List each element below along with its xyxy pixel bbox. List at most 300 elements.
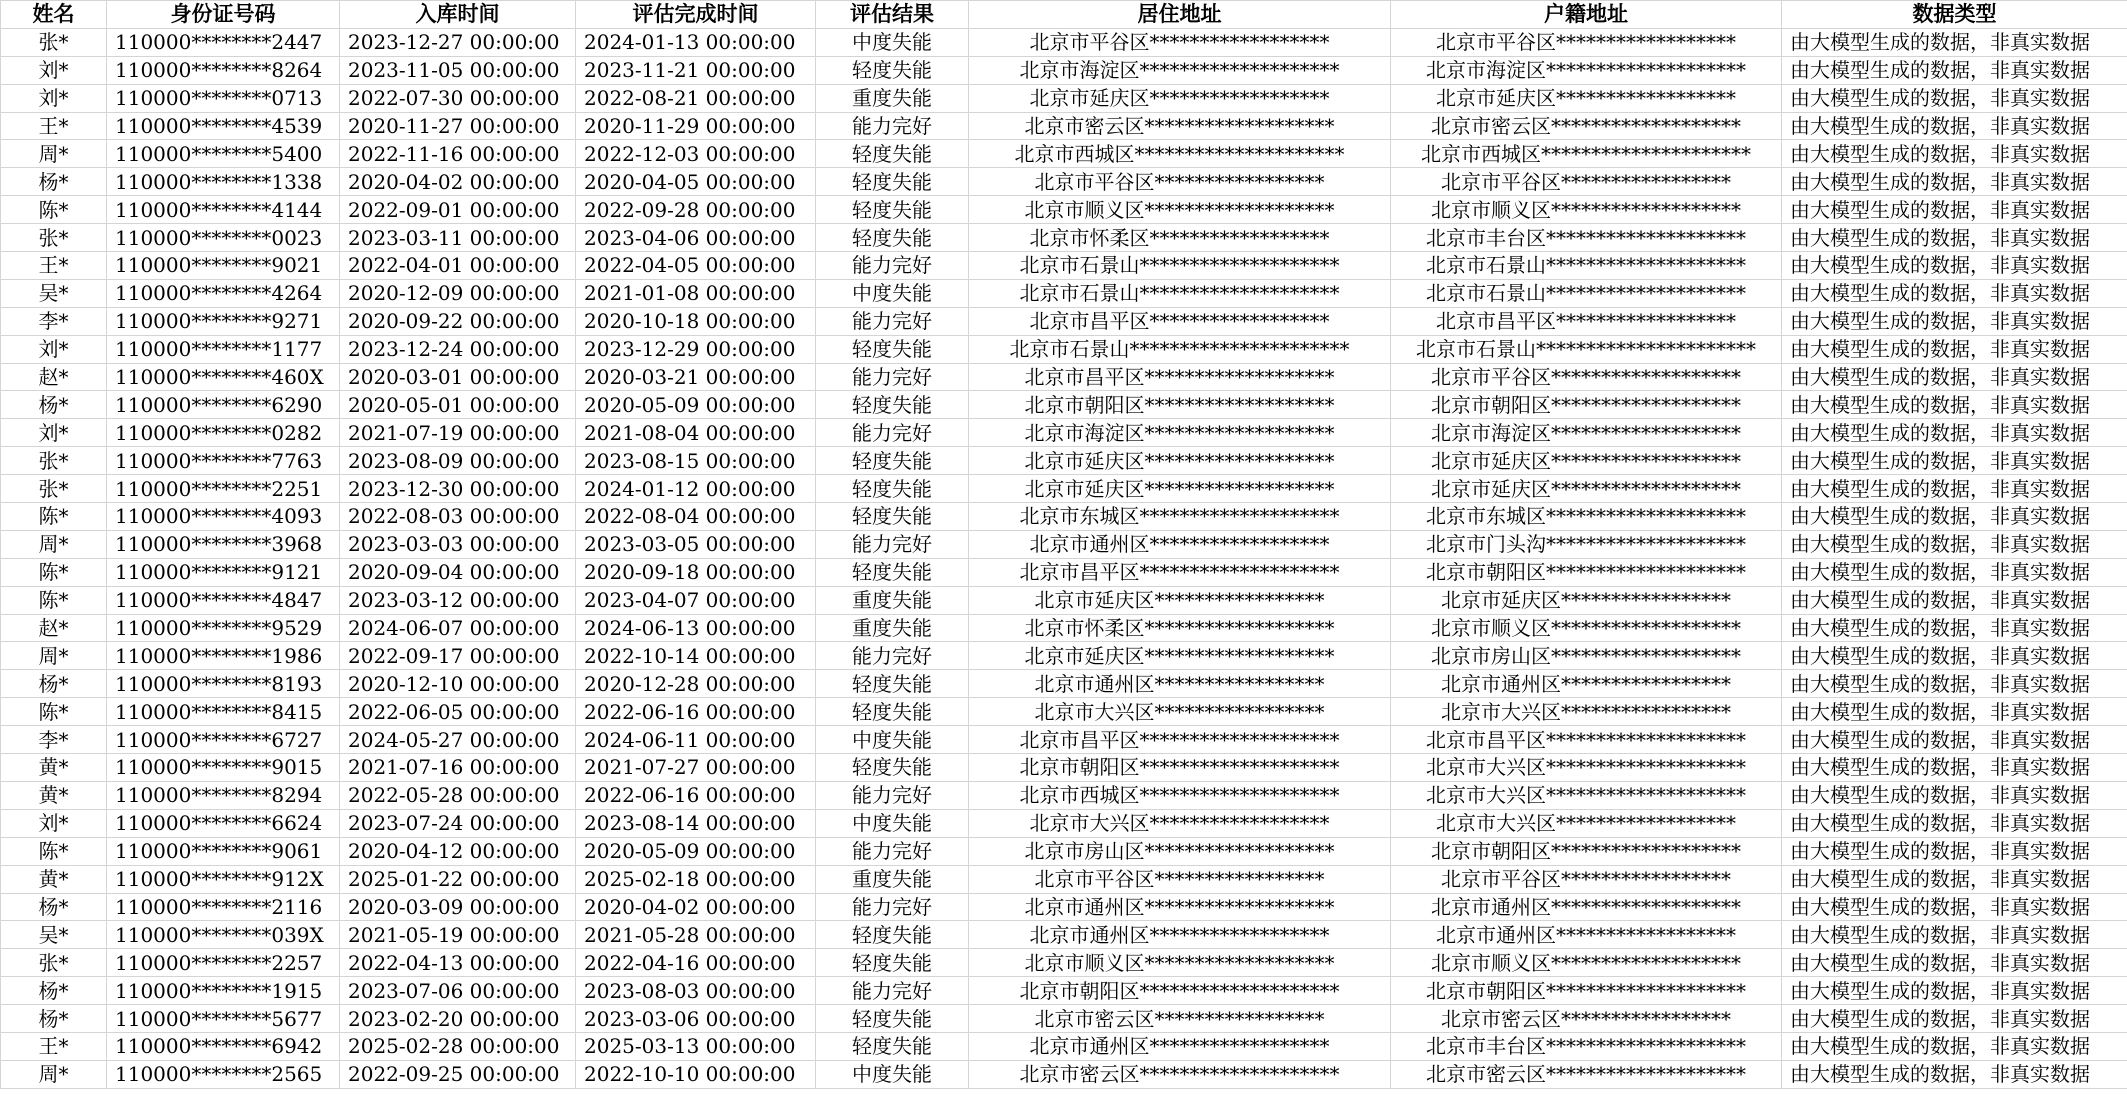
id-number-cell[interactable]: 110000********1177	[107, 335, 340, 363]
entry-time-cell[interactable]: 2021-05-19 00:00:00	[340, 921, 576, 949]
data-type-cell[interactable]: 由大模型生成的数据，非真实数据	[1782, 893, 2127, 921]
assessment-result-cell[interactable]: 轻度失能	[816, 949, 969, 977]
data-type-cell[interactable]: 由大模型生成的数据，非真实数据	[1782, 921, 2127, 949]
name-cell[interactable]: 陈*	[1, 586, 107, 614]
name-cell[interactable]: 刘*	[1, 809, 107, 837]
entry-time-cell[interactable]: 2022-07-30 00:00:00	[340, 84, 576, 112]
data-type-cell[interactable]: 由大模型生成的数据，非真实数据	[1782, 307, 2127, 335]
residence-address-cell[interactable]: 北京市昌平区******************	[969, 307, 1391, 335]
household-address-cell[interactable]: 北京市延庆区******************	[1391, 84, 1782, 112]
data-type-cell[interactable]: 由大模型生成的数据，非真实数据	[1782, 754, 2127, 782]
assessment-result-cell[interactable]: 轻度失能	[816, 754, 969, 782]
name-cell[interactable]: 周*	[1, 1060, 107, 1088]
name-cell[interactable]: 王*	[1, 112, 107, 140]
residence-address-cell[interactable]: 北京市延庆区*******************	[969, 642, 1391, 670]
household-address-cell[interactable]: 北京市大兴区********************	[1391, 754, 1782, 782]
residence-address-cell[interactable]: 北京市朝阳区********************	[969, 977, 1391, 1005]
entry-time-cell[interactable]: 2020-03-09 00:00:00	[340, 893, 576, 921]
entry-time-cell[interactable]: 2022-09-01 00:00:00	[340, 196, 576, 224]
name-cell[interactable]: 张*	[1, 28, 107, 56]
assessment-result-cell[interactable]: 重度失能	[816, 614, 969, 642]
residence-address-cell[interactable]: 北京市密云区*****************	[969, 1005, 1391, 1033]
data-type-cell[interactable]: 由大模型生成的数据，非真实数据	[1782, 642, 2127, 670]
id-number-cell[interactable]: 110000********1338	[107, 168, 340, 196]
id-number-cell[interactable]: 110000********5400	[107, 140, 340, 168]
assessment-result-cell[interactable]: 轻度失能	[816, 56, 969, 84]
data-type-cell[interactable]: 由大模型生成的数据，非真实数据	[1782, 196, 2127, 224]
data-type-cell[interactable]: 由大模型生成的数据，非真实数据	[1782, 1005, 2127, 1033]
data-type-cell[interactable]: 由大模型生成的数据，非真实数据	[1782, 1060, 2127, 1088]
entry-time-cell[interactable]: 2025-02-28 00:00:00	[340, 1032, 576, 1060]
residence-address-cell[interactable]: 北京市延庆区*******************	[969, 475, 1391, 503]
header-name[interactable]: 姓名	[1, 1, 107, 29]
residence-address-cell[interactable]: 北京市海淀区*******************	[969, 419, 1391, 447]
name-cell[interactable]: 杨*	[1, 893, 107, 921]
id-number-cell[interactable]: 110000********6290	[107, 391, 340, 419]
assessment-result-cell[interactable]: 能力完好	[816, 893, 969, 921]
data-type-cell[interactable]: 由大模型生成的数据，非真实数据	[1782, 586, 2127, 614]
entry-time-cell[interactable]: 2022-09-17 00:00:00	[340, 642, 576, 670]
assessment-time-cell[interactable]: 2020-05-09 00:00:00	[576, 391, 816, 419]
household-address-cell[interactable]: 北京市丰台区********************	[1391, 224, 1782, 252]
assessment-time-cell[interactable]: 2023-03-05 00:00:00	[576, 530, 816, 558]
household-address-cell[interactable]: 北京市顺义区*******************	[1391, 949, 1782, 977]
assessment-result-cell[interactable]: 轻度失能	[816, 921, 969, 949]
data-type-cell[interactable]: 由大模型生成的数据，非真实数据	[1782, 809, 2127, 837]
assessment-time-cell[interactable]: 2024-06-13 00:00:00	[576, 614, 816, 642]
id-number-cell[interactable]: 110000********1986	[107, 642, 340, 670]
assessment-result-cell[interactable]: 中度失能	[816, 279, 969, 307]
id-number-cell[interactable]: 110000********8193	[107, 670, 340, 698]
name-cell[interactable]: 杨*	[1, 391, 107, 419]
residence-address-cell[interactable]: 北京市房山区*******************	[969, 837, 1391, 865]
household-address-cell[interactable]: 北京市朝阳区********************	[1391, 558, 1782, 586]
name-cell[interactable]: 杨*	[1, 168, 107, 196]
assessment-result-cell[interactable]: 轻度失能	[816, 140, 969, 168]
name-cell[interactable]: 张*	[1, 949, 107, 977]
household-address-cell[interactable]: 北京市密云区*****************	[1391, 1005, 1782, 1033]
data-type-cell[interactable]: 由大模型生成的数据，非真实数据	[1782, 726, 2127, 754]
id-number-cell[interactable]: 110000********7763	[107, 447, 340, 475]
entry-time-cell[interactable]: 2022-04-01 00:00:00	[340, 252, 576, 280]
residence-address-cell[interactable]: 北京市密云区*******************	[969, 112, 1391, 140]
residence-address-cell[interactable]: 北京市石景山********************	[969, 252, 1391, 280]
data-type-cell[interactable]: 由大模型生成的数据，非真实数据	[1782, 781, 2127, 809]
household-address-cell[interactable]: 北京市平谷区*****************	[1391, 865, 1782, 893]
residence-address-cell[interactable]: 北京市石景山**********************	[969, 335, 1391, 363]
assessment-result-cell[interactable]: 能力完好	[816, 642, 969, 670]
assessment-time-cell[interactable]: 2020-10-18 00:00:00	[576, 307, 816, 335]
entry-time-cell[interactable]: 2020-04-02 00:00:00	[340, 168, 576, 196]
name-cell[interactable]: 陈*	[1, 698, 107, 726]
household-address-cell[interactable]: 北京市石景山**********************	[1391, 335, 1782, 363]
assessment-time-cell[interactable]: 2022-04-16 00:00:00	[576, 949, 816, 977]
assessment-result-cell[interactable]: 轻度失能	[816, 558, 969, 586]
name-cell[interactable]: 刘*	[1, 335, 107, 363]
name-cell[interactable]: 刘*	[1, 419, 107, 447]
data-type-cell[interactable]: 由大模型生成的数据，非真实数据	[1782, 279, 2127, 307]
assessment-time-cell[interactable]: 2022-09-28 00:00:00	[576, 196, 816, 224]
id-number-cell[interactable]: 110000********9021	[107, 252, 340, 280]
assessment-time-cell[interactable]: 2022-04-05 00:00:00	[576, 252, 816, 280]
name-cell[interactable]: 张*	[1, 475, 107, 503]
name-cell[interactable]: 陈*	[1, 503, 107, 531]
household-address-cell[interactable]: 北京市朝阳区*******************	[1391, 391, 1782, 419]
id-number-cell[interactable]: 110000********6727	[107, 726, 340, 754]
id-number-cell[interactable]: 110000********4093	[107, 503, 340, 531]
household-address-cell[interactable]: 北京市朝阳区********************	[1391, 977, 1782, 1005]
assessment-result-cell[interactable]: 中度失能	[816, 28, 969, 56]
household-address-cell[interactable]: 北京市大兴区******************	[1391, 809, 1782, 837]
residence-address-cell[interactable]: 北京市大兴区*****************	[969, 698, 1391, 726]
residence-address-cell[interactable]: 北京市朝阳区********************	[969, 754, 1391, 782]
assessment-result-cell[interactable]: 能力完好	[816, 977, 969, 1005]
header-residence-address[interactable]: 居住地址	[969, 1, 1391, 29]
assessment-time-cell[interactable]: 2022-12-03 00:00:00	[576, 140, 816, 168]
household-address-cell[interactable]: 北京市通州区*******************	[1391, 893, 1782, 921]
entry-time-cell[interactable]: 2023-08-09 00:00:00	[340, 447, 576, 475]
entry-time-cell[interactable]: 2023-11-05 00:00:00	[340, 56, 576, 84]
assessment-time-cell[interactable]: 2022-10-10 00:00:00	[576, 1060, 816, 1088]
name-cell[interactable]: 杨*	[1, 977, 107, 1005]
data-type-cell[interactable]: 由大模型生成的数据，非真实数据	[1782, 447, 2127, 475]
header-assessment-time[interactable]: 评估完成时间	[576, 1, 816, 29]
assessment-time-cell[interactable]: 2020-04-02 00:00:00	[576, 893, 816, 921]
data-type-cell[interactable]: 由大模型生成的数据，非真实数据	[1782, 391, 2127, 419]
residence-address-cell[interactable]: 北京市通州区******************	[969, 1032, 1391, 1060]
residence-address-cell[interactable]: 北京市昌平区********************	[969, 726, 1391, 754]
entry-time-cell[interactable]: 2022-04-13 00:00:00	[340, 949, 576, 977]
data-type-cell[interactable]: 由大模型生成的数据，非真实数据	[1782, 252, 2127, 280]
entry-time-cell[interactable]: 2022-09-25 00:00:00	[340, 1060, 576, 1088]
residence-address-cell[interactable]: 北京市朝阳区*******************	[969, 391, 1391, 419]
name-cell[interactable]: 刘*	[1, 84, 107, 112]
name-cell[interactable]: 周*	[1, 530, 107, 558]
data-type-cell[interactable]: 由大模型生成的数据，非真实数据	[1782, 224, 2127, 252]
residence-address-cell[interactable]: 北京市密云区********************	[969, 1060, 1391, 1088]
residence-address-cell[interactable]: 北京市通州区*****************	[969, 670, 1391, 698]
household-address-cell[interactable]: 北京市门头沟********************	[1391, 530, 1782, 558]
assessment-time-cell[interactable]: 2023-04-06 00:00:00	[576, 224, 816, 252]
id-number-cell[interactable]: 110000********2251	[107, 475, 340, 503]
id-number-cell[interactable]: 110000********9015	[107, 754, 340, 782]
entry-time-cell[interactable]: 2023-07-24 00:00:00	[340, 809, 576, 837]
id-number-cell[interactable]: 110000********6942	[107, 1032, 340, 1060]
assessment-time-cell[interactable]: 2022-06-16 00:00:00	[576, 781, 816, 809]
data-type-cell[interactable]: 由大模型生成的数据，非真实数据	[1782, 865, 2127, 893]
entry-time-cell[interactable]: 2021-07-16 00:00:00	[340, 754, 576, 782]
assessment-result-cell[interactable]: 能力完好	[816, 781, 969, 809]
household-address-cell[interactable]: 北京市延庆区*******************	[1391, 447, 1782, 475]
id-number-cell[interactable]: 110000********0023	[107, 224, 340, 252]
entry-time-cell[interactable]: 2020-12-09 00:00:00	[340, 279, 576, 307]
assessment-result-cell[interactable]: 中度失能	[816, 809, 969, 837]
name-cell[interactable]: 李*	[1, 307, 107, 335]
data-type-cell[interactable]: 由大模型生成的数据，非真实数据	[1782, 503, 2127, 531]
entry-time-cell[interactable]: 2024-06-07 00:00:00	[340, 614, 576, 642]
id-number-cell[interactable]: 110000********1915	[107, 977, 340, 1005]
data-type-cell[interactable]: 由大模型生成的数据，非真实数据	[1782, 168, 2127, 196]
assessment-time-cell[interactable]: 2023-08-03 00:00:00	[576, 977, 816, 1005]
id-number-cell[interactable]: 110000********8415	[107, 698, 340, 726]
household-address-cell[interactable]: 北京市顺义区*******************	[1391, 614, 1782, 642]
id-number-cell[interactable]: 110000********039X	[107, 921, 340, 949]
data-type-cell[interactable]: 由大模型生成的数据，非真实数据	[1782, 1032, 2127, 1060]
assessment-time-cell[interactable]: 2022-06-16 00:00:00	[576, 698, 816, 726]
name-cell[interactable]: 黄*	[1, 781, 107, 809]
residence-address-cell[interactable]: 北京市石景山********************	[969, 279, 1391, 307]
household-address-cell[interactable]: 北京市通州区******************	[1391, 921, 1782, 949]
residence-address-cell[interactable]: 北京市延庆区*****************	[969, 586, 1391, 614]
household-address-cell[interactable]: 北京市石景山********************	[1391, 279, 1782, 307]
residence-address-cell[interactable]: 北京市大兴区******************	[969, 809, 1391, 837]
name-cell[interactable]: 杨*	[1, 670, 107, 698]
residence-address-cell[interactable]: 北京市西城区*********************	[969, 140, 1391, 168]
name-cell[interactable]: 吴*	[1, 279, 107, 307]
name-cell[interactable]: 杨*	[1, 1005, 107, 1033]
household-address-cell[interactable]: 北京市房山区*******************	[1391, 642, 1782, 670]
data-type-cell[interactable]: 由大模型生成的数据，非真实数据	[1782, 28, 2127, 56]
residence-address-cell[interactable]: 北京市通州区*******************	[969, 893, 1391, 921]
name-cell[interactable]: 陈*	[1, 558, 107, 586]
id-number-cell[interactable]: 110000********4144	[107, 196, 340, 224]
household-address-cell[interactable]: 北京市海淀区********************	[1391, 56, 1782, 84]
residence-address-cell[interactable]: 北京市西城区********************	[969, 781, 1391, 809]
name-cell[interactable]: 黄*	[1, 865, 107, 893]
id-number-cell[interactable]: 110000********4539	[107, 112, 340, 140]
id-number-cell[interactable]: 110000********3968	[107, 530, 340, 558]
assessment-time-cell[interactable]: 2023-11-21 00:00:00	[576, 56, 816, 84]
id-number-cell[interactable]: 110000********0713	[107, 84, 340, 112]
assessment-result-cell[interactable]: 轻度失能	[816, 670, 969, 698]
assessment-time-cell[interactable]: 2024-01-13 00:00:00	[576, 28, 816, 56]
entry-time-cell[interactable]: 2022-11-16 00:00:00	[340, 140, 576, 168]
entry-time-cell[interactable]: 2023-12-27 00:00:00	[340, 28, 576, 56]
assessment-time-cell[interactable]: 2025-03-13 00:00:00	[576, 1032, 816, 1060]
id-number-cell[interactable]: 110000********460X	[107, 363, 340, 391]
data-type-cell[interactable]: 由大模型生成的数据，非真实数据	[1782, 614, 2127, 642]
entry-time-cell[interactable]: 2023-03-03 00:00:00	[340, 530, 576, 558]
name-cell[interactable]: 刘*	[1, 56, 107, 84]
name-cell[interactable]: 赵*	[1, 363, 107, 391]
entry-time-cell[interactable]: 2020-09-04 00:00:00	[340, 558, 576, 586]
household-address-cell[interactable]: 北京市平谷区*****************	[1391, 168, 1782, 196]
entry-time-cell[interactable]: 2023-12-30 00:00:00	[340, 475, 576, 503]
entry-time-cell[interactable]: 2020-11-27 00:00:00	[340, 112, 576, 140]
entry-time-cell[interactable]: 2023-03-12 00:00:00	[340, 586, 576, 614]
id-number-cell[interactable]: 110000********2257	[107, 949, 340, 977]
entry-time-cell[interactable]: 2022-06-05 00:00:00	[340, 698, 576, 726]
household-address-cell[interactable]: 北京市密云区********************	[1391, 1060, 1782, 1088]
assessment-time-cell[interactable]: 2020-05-09 00:00:00	[576, 837, 816, 865]
assessment-time-cell[interactable]: 2022-08-04 00:00:00	[576, 503, 816, 531]
header-assessment-result[interactable]: 评估结果	[816, 1, 969, 29]
household-address-cell[interactable]: 北京市通州区*****************	[1391, 670, 1782, 698]
id-number-cell[interactable]: 110000********8294	[107, 781, 340, 809]
household-address-cell[interactable]: 北京市密云区*******************	[1391, 112, 1782, 140]
data-type-cell[interactable]: 由大模型生成的数据，非真实数据	[1782, 363, 2127, 391]
assessment-result-cell[interactable]: 能力完好	[816, 530, 969, 558]
name-cell[interactable]: 周*	[1, 642, 107, 670]
assessment-time-cell[interactable]: 2023-08-15 00:00:00	[576, 447, 816, 475]
data-type-cell[interactable]: 由大模型生成的数据，非真实数据	[1782, 84, 2127, 112]
header-id-number[interactable]: 身份证号码	[107, 1, 340, 29]
name-cell[interactable]: 周*	[1, 140, 107, 168]
assessment-result-cell[interactable]: 轻度失能	[816, 475, 969, 503]
residence-address-cell[interactable]: 北京市顺义区*******************	[969, 196, 1391, 224]
household-address-cell[interactable]: 北京市东城区********************	[1391, 503, 1782, 531]
household-address-cell[interactable]: 北京市大兴区*****************	[1391, 698, 1782, 726]
data-type-cell[interactable]: 由大模型生成的数据，非真实数据	[1782, 558, 2127, 586]
residence-address-cell[interactable]: 北京市昌平区********************	[969, 558, 1391, 586]
name-cell[interactable]: 王*	[1, 1032, 107, 1060]
header-household-address[interactable]: 户籍地址	[1391, 1, 1782, 29]
assessment-result-cell[interactable]: 能力完好	[816, 307, 969, 335]
assessment-result-cell[interactable]: 轻度失能	[816, 391, 969, 419]
entry-time-cell[interactable]: 2023-12-24 00:00:00	[340, 335, 576, 363]
residence-address-cell[interactable]: 北京市怀柔区*******************	[969, 614, 1391, 642]
id-number-cell[interactable]: 110000********4847	[107, 586, 340, 614]
id-number-cell[interactable]: 110000********8264	[107, 56, 340, 84]
header-data-type[interactable]: 数据类型	[1782, 1, 2127, 29]
assessment-time-cell[interactable]: 2021-05-28 00:00:00	[576, 921, 816, 949]
residence-address-cell[interactable]: 北京市通州区******************	[969, 921, 1391, 949]
assessment-time-cell[interactable]: 2022-10-14 00:00:00	[576, 642, 816, 670]
id-number-cell[interactable]: 110000********6624	[107, 809, 340, 837]
name-cell[interactable]: 张*	[1, 447, 107, 475]
name-cell[interactable]: 黄*	[1, 754, 107, 782]
residence-address-cell[interactable]: 北京市延庆区*******************	[969, 447, 1391, 475]
data-type-cell[interactable]: 由大模型生成的数据，非真实数据	[1782, 56, 2127, 84]
household-address-cell[interactable]: 北京市石景山********************	[1391, 252, 1782, 280]
id-number-cell[interactable]: 110000********9271	[107, 307, 340, 335]
name-cell[interactable]: 王*	[1, 252, 107, 280]
household-address-cell[interactable]: 北京市昌平区********************	[1391, 726, 1782, 754]
entry-time-cell[interactable]: 2025-01-22 00:00:00	[340, 865, 576, 893]
data-type-cell[interactable]: 由大模型生成的数据，非真实数据	[1782, 419, 2127, 447]
entry-time-cell[interactable]: 2023-03-11 00:00:00	[340, 224, 576, 252]
name-cell[interactable]: 吴*	[1, 921, 107, 949]
residence-address-cell[interactable]: 北京市延庆区******************	[969, 84, 1391, 112]
assessment-result-cell[interactable]: 能力完好	[816, 252, 969, 280]
assessment-result-cell[interactable]: 轻度失能	[816, 196, 969, 224]
assessment-result-cell[interactable]: 轻度失能	[816, 447, 969, 475]
assessment-time-cell[interactable]: 2021-07-27 00:00:00	[576, 754, 816, 782]
assessment-result-cell[interactable]: 重度失能	[816, 586, 969, 614]
household-address-cell[interactable]: 北京市大兴区********************	[1391, 781, 1782, 809]
id-number-cell[interactable]: 110000********2565	[107, 1060, 340, 1088]
assessment-result-cell[interactable]: 中度失能	[816, 1060, 969, 1088]
data-type-cell[interactable]: 由大模型生成的数据，非真实数据	[1782, 949, 2127, 977]
residence-address-cell[interactable]: 北京市顺义区*******************	[969, 949, 1391, 977]
id-number-cell[interactable]: 110000********4264	[107, 279, 340, 307]
household-address-cell[interactable]: 北京市海淀区*******************	[1391, 419, 1782, 447]
entry-time-cell[interactable]: 2021-07-19 00:00:00	[340, 419, 576, 447]
data-type-cell[interactable]: 由大模型生成的数据，非真实数据	[1782, 475, 2127, 503]
name-cell[interactable]: 李*	[1, 726, 107, 754]
assessment-result-cell[interactable]: 重度失能	[816, 84, 969, 112]
entry-time-cell[interactable]: 2022-08-03 00:00:00	[340, 503, 576, 531]
name-cell[interactable]: 张*	[1, 224, 107, 252]
entry-time-cell[interactable]: 2020-09-22 00:00:00	[340, 307, 576, 335]
id-number-cell[interactable]: 110000********9529	[107, 614, 340, 642]
id-number-cell[interactable]: 110000********2447	[107, 28, 340, 56]
assessment-time-cell[interactable]: 2020-09-18 00:00:00	[576, 558, 816, 586]
assessment-time-cell[interactable]: 2020-03-21 00:00:00	[576, 363, 816, 391]
residence-address-cell[interactable]: 北京市通州区******************	[969, 530, 1391, 558]
entry-time-cell[interactable]: 2022-05-28 00:00:00	[340, 781, 576, 809]
header-entry-time[interactable]: 入库时间	[340, 1, 576, 29]
assessment-result-cell[interactable]: 能力完好	[816, 419, 969, 447]
entry-time-cell[interactable]: 2020-04-12 00:00:00	[340, 837, 576, 865]
residence-address-cell[interactable]: 北京市东城区********************	[969, 503, 1391, 531]
household-address-cell[interactable]: 北京市平谷区******************	[1391, 28, 1782, 56]
assessment-result-cell[interactable]: 轻度失能	[816, 503, 969, 531]
household-address-cell[interactable]: 北京市昌平区******************	[1391, 307, 1782, 335]
assessment-result-cell[interactable]: 能力完好	[816, 363, 969, 391]
assessment-time-cell[interactable]: 2020-04-05 00:00:00	[576, 168, 816, 196]
data-type-cell[interactable]: 由大模型生成的数据，非真实数据	[1782, 530, 2127, 558]
id-number-cell[interactable]: 110000********912X	[107, 865, 340, 893]
assessment-time-cell[interactable]: 2024-01-12 00:00:00	[576, 475, 816, 503]
id-number-cell[interactable]: 110000********9061	[107, 837, 340, 865]
household-address-cell[interactable]: 北京市西城区*********************	[1391, 140, 1782, 168]
name-cell[interactable]: 陈*	[1, 837, 107, 865]
assessment-time-cell[interactable]: 2023-04-07 00:00:00	[576, 586, 816, 614]
entry-time-cell[interactable]: 2020-05-01 00:00:00	[340, 391, 576, 419]
assessment-result-cell[interactable]: 能力完好	[816, 112, 969, 140]
data-type-cell[interactable]: 由大模型生成的数据，非真实数据	[1782, 698, 2127, 726]
assessment-result-cell[interactable]: 轻度失能	[816, 168, 969, 196]
assessment-result-cell[interactable]: 中度失能	[816, 726, 969, 754]
id-number-cell[interactable]: 110000********2116	[107, 893, 340, 921]
assessment-time-cell[interactable]: 2023-08-14 00:00:00	[576, 809, 816, 837]
id-number-cell[interactable]: 110000********5677	[107, 1005, 340, 1033]
household-address-cell[interactable]: 北京市延庆区*****************	[1391, 586, 1782, 614]
data-type-cell[interactable]: 由大模型生成的数据，非真实数据	[1782, 670, 2127, 698]
residence-address-cell[interactable]: 北京市平谷区*****************	[969, 168, 1391, 196]
assessment-result-cell[interactable]: 轻度失能	[816, 224, 969, 252]
residence-address-cell[interactable]: 北京市海淀区********************	[969, 56, 1391, 84]
assessment-time-cell[interactable]: 2024-06-11 00:00:00	[576, 726, 816, 754]
entry-time-cell[interactable]: 2020-12-10 00:00:00	[340, 670, 576, 698]
data-type-cell[interactable]: 由大模型生成的数据，非真实数据	[1782, 977, 2127, 1005]
assessment-time-cell[interactable]: 2020-11-29 00:00:00	[576, 112, 816, 140]
data-type-cell[interactable]: 由大模型生成的数据，非真实数据	[1782, 837, 2127, 865]
assessment-result-cell[interactable]: 轻度失能	[816, 335, 969, 363]
entry-time-cell[interactable]: 2023-02-20 00:00:00	[340, 1005, 576, 1033]
id-number-cell[interactable]: 110000********0282	[107, 419, 340, 447]
name-cell[interactable]: 陈*	[1, 196, 107, 224]
household-address-cell[interactable]: 北京市延庆区*******************	[1391, 475, 1782, 503]
residence-address-cell[interactable]: 北京市平谷区*****************	[969, 865, 1391, 893]
assessment-time-cell[interactable]: 2025-02-18 00:00:00	[576, 865, 816, 893]
residence-address-cell[interactable]: 北京市怀柔区******************	[969, 224, 1391, 252]
id-number-cell[interactable]: 110000********9121	[107, 558, 340, 586]
residence-address-cell[interactable]: 北京市昌平区*******************	[969, 363, 1391, 391]
entry-time-cell[interactable]: 2023-07-06 00:00:00	[340, 977, 576, 1005]
assessment-result-cell[interactable]: 重度失能	[816, 865, 969, 893]
entry-time-cell[interactable]: 2024-05-27 00:00:00	[340, 726, 576, 754]
data-type-cell[interactable]: 由大模型生成的数据，非真实数据	[1782, 112, 2127, 140]
assessment-result-cell[interactable]: 能力完好	[816, 837, 969, 865]
household-address-cell[interactable]: 北京市平谷区*******************	[1391, 363, 1782, 391]
assessment-result-cell[interactable]: 轻度失能	[816, 1005, 969, 1033]
residence-address-cell[interactable]: 北京市平谷区******************	[969, 28, 1391, 56]
assessment-time-cell[interactable]: 2020-12-28 00:00:00	[576, 670, 816, 698]
household-address-cell[interactable]: 北京市朝阳区*******************	[1391, 837, 1782, 865]
assessment-time-cell[interactable]: 2022-08-21 00:00:00	[576, 84, 816, 112]
